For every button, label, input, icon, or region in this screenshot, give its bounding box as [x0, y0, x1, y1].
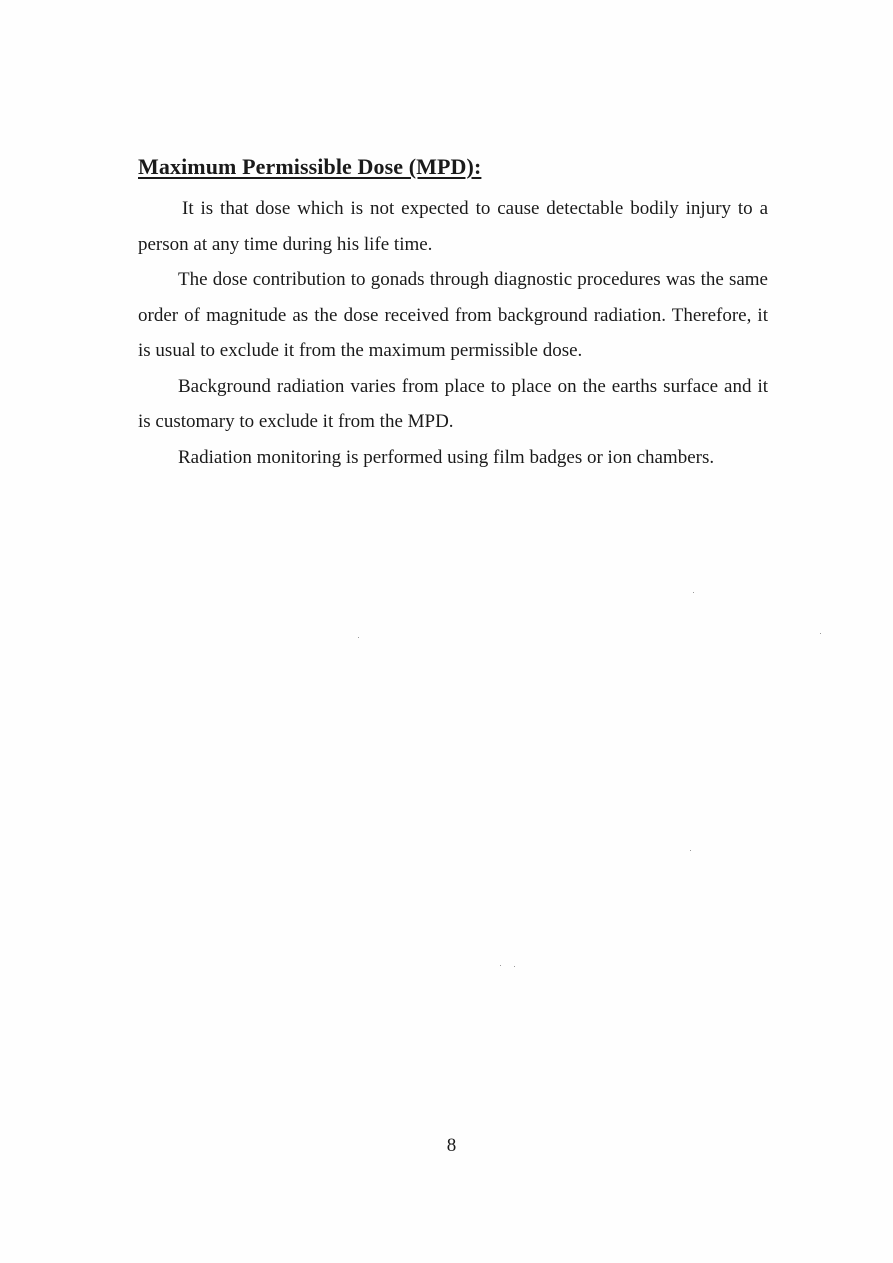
paragraph-background-radiation: Background radiation varies from place to place on the earths surface and it is customary to exclude it from the MPD.: [138, 375, 768, 432]
scan-speck: [693, 592, 694, 593]
body-text: [138, 191, 768, 475]
scan-speck: [690, 850, 691, 851]
scan-speck: [820, 633, 821, 634]
page-number: 8: [446, 1135, 457, 1156]
paragraph-monitoring: Radiation monitoring is performed using film badges or ion chambers.: [178, 446, 715, 468]
paragraph-definition: It is that dose which is not expected to cause detectable bodily injury to a person at any time during his life time.: [138, 198, 768, 255]
scan-speck: [514, 966, 515, 967]
paragraph-gonad-dose: The dose contribution to gonads through diagnostic procedures was the same order of magnitude as the dose received from background radiation. Therefore, it is usual to exclude it from the maximum permissible dose.: [138, 269, 768, 361]
scan-speck: [358, 637, 359, 638]
scan-speck: [500, 965, 501, 966]
section-heading: Maximum Permissible Dose (MPD):: [138, 154, 482, 179]
